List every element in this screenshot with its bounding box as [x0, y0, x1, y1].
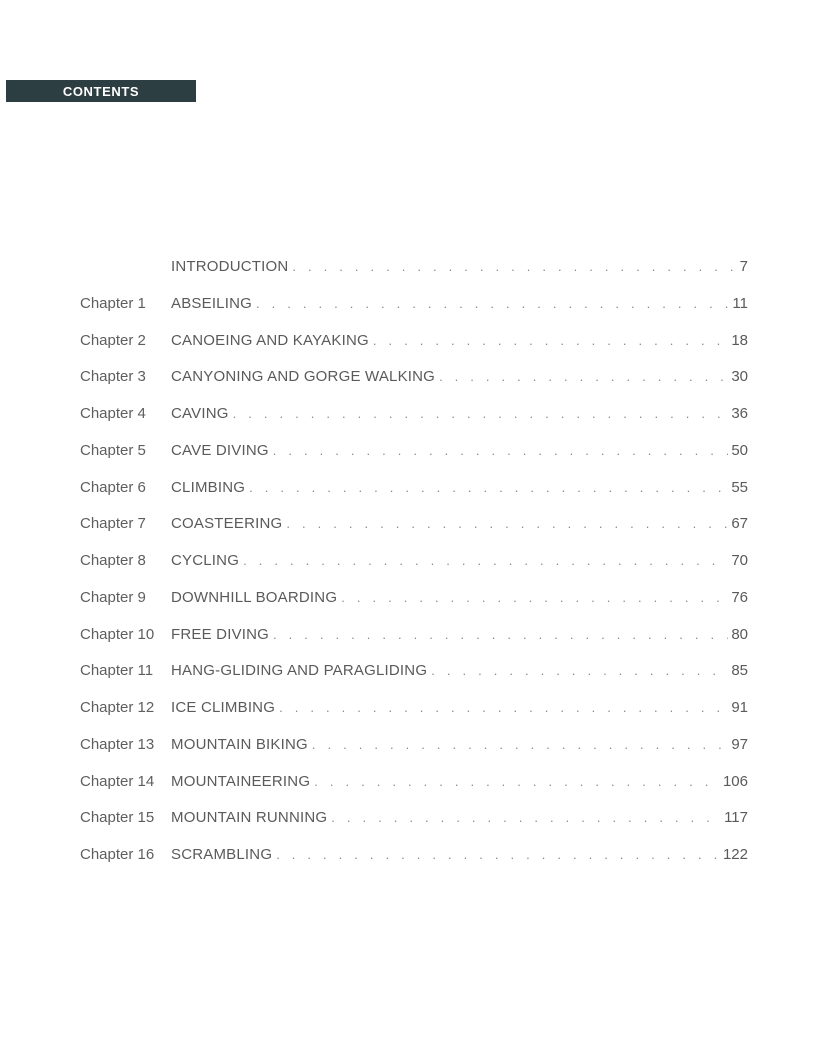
dot-leader [314, 772, 720, 792]
chapter-label: Chapter 11 [80, 662, 154, 680]
chapter-title: ICE CLIMBING [171, 699, 276, 716]
dot-leader [249, 478, 728, 498]
dot-leader [341, 588, 728, 608]
dot-leader [273, 625, 728, 645]
chapter-label: Chapter 10 [80, 625, 155, 643]
page-number: 85 [731, 662, 748, 680]
toc-row-chapter-1[interactable] [80, 294, 748, 331]
chapter-title: SCRAMBLING [171, 846, 273, 863]
chapter-title: MOUNTAIN BIKING [171, 735, 308, 753]
page-number: 30 [731, 368, 748, 386]
contents-header-bar [6, 80, 196, 102]
toc-row-chapter-2[interactable] [80, 331, 748, 368]
toc-row-chapter-14[interactable] [80, 772, 748, 809]
toc-row-chapter-3[interactable] [80, 367, 748, 404]
contents-heading: CONTENTS [62, 83, 140, 99]
toc-row-chapter-6[interactable] [80, 478, 748, 515]
toc-row-chapter-4[interactable] [80, 404, 748, 441]
dot-leader [233, 404, 729, 424]
dot-leader [276, 845, 720, 865]
chapter-label: Chapter 6 [80, 478, 146, 496]
chapter-label: Chapter 2 [80, 331, 146, 349]
chapter-label: Chapter 4 [80, 405, 146, 422]
chapter-label: Chapter 9 [80, 588, 146, 606]
toc-row-introduction[interactable] [80, 257, 748, 294]
chapter-title: CLIMBING [171, 478, 246, 496]
chapter-title: MOUNTAIN RUNNING [171, 809, 328, 827]
dot-leader [431, 661, 728, 681]
page-number: 97 [731, 735, 748, 753]
toc-row-chapter-15[interactable] [80, 808, 748, 845]
page-number: 18 [731, 331, 748, 349]
page-number: 76 [731, 588, 748, 606]
page-number: 91 [731, 699, 748, 716]
dot-leader [331, 808, 721, 828]
dot-leader [256, 294, 729, 314]
chapter-label: Chapter 14 [80, 772, 155, 790]
toc-row-chapter-12[interactable] [80, 698, 748, 735]
dot-leader [243, 551, 728, 571]
chapter-label: Chapter 12 [80, 699, 155, 716]
page-number: 122 [722, 846, 748, 863]
toc-row-chapter-10[interactable] [80, 625, 748, 662]
chapter-title: DOWNHILL BOARDING [171, 588, 338, 606]
chapter-title: CYCLING [171, 552, 240, 569]
chapter-label: Chapter 1 [80, 294, 146, 312]
toc-row-chapter-8[interactable] [80, 551, 748, 588]
chapter-title: CAVE DIVING [171, 441, 269, 459]
chapter-title: INTRODUCTION [171, 258, 289, 275]
chapter-title: HANG-GLIDING AND PARAGLIDING [171, 662, 428, 680]
toc-row-chapter-5[interactable] [80, 441, 748, 478]
dot-leader [373, 331, 728, 351]
page-number: 67 [731, 515, 748, 533]
page-number: 11 [732, 294, 748, 312]
dot-leader [292, 257, 736, 277]
page-number: 36 [731, 405, 748, 422]
dot-leader [286, 514, 728, 534]
toc-row-chapter-7[interactable] [80, 514, 748, 551]
chapter-label: Chapter 3 [80, 368, 146, 386]
dot-leader [439, 367, 728, 387]
page-number: 70 [731, 552, 748, 569]
page-number: 80 [731, 625, 748, 643]
chapter-label: Chapter 15 [80, 809, 155, 827]
chapter-title: COASTEERING [171, 515, 283, 533]
chapter-title: MOUNTAINEERING [171, 772, 311, 790]
page-number: 7 [739, 258, 748, 275]
chapter-label: Chapter 5 [80, 441, 146, 459]
chapter-title: CAVING [171, 405, 229, 422]
toc-row-chapter-9[interactable] [80, 588, 748, 625]
toc-row-chapter-11[interactable] [80, 661, 748, 698]
chapter-label: Chapter 13 [80, 735, 155, 753]
chapter-label: Chapter 16 [80, 846, 155, 863]
page-number: 117 [724, 809, 748, 827]
page-number: 55 [731, 478, 748, 496]
page-number: 106 [722, 772, 748, 790]
chapter-title: CANOEING AND KAYAKING [171, 331, 369, 349]
table-of-contents [80, 257, 748, 882]
chapter-title: ABSEILING [171, 294, 252, 312]
chapter-label: Chapter 8 [80, 552, 146, 569]
dot-leader [273, 441, 729, 461]
page-number: 50 [731, 441, 748, 459]
chapter-title: CANYONING AND GORGE WALKING [171, 368, 436, 386]
toc-row-chapter-16[interactable] [80, 845, 748, 882]
dot-leader [279, 698, 728, 718]
toc-row-chapter-13[interactable] [80, 735, 748, 772]
dot-leader [312, 735, 728, 755]
chapter-label: Chapter 7 [80, 515, 146, 533]
chapter-title: FREE DIVING [171, 625, 270, 643]
